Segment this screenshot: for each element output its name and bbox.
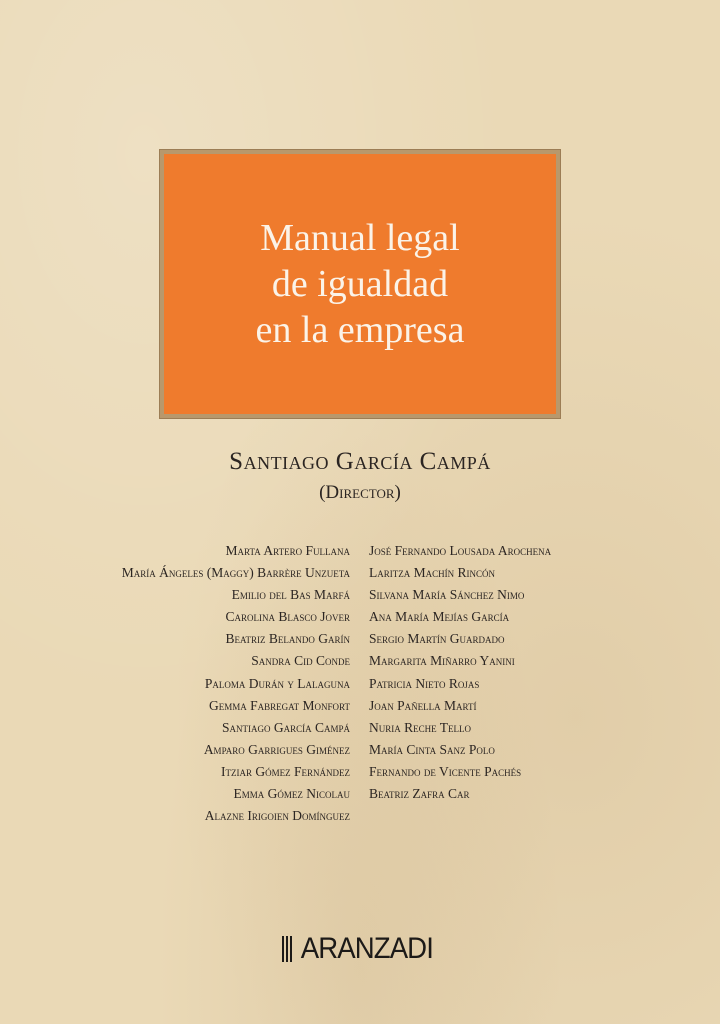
title-line-1: Manual legal xyxy=(260,217,460,259)
author-name: Alazne Irigoien Domínguez xyxy=(204,808,350,824)
author-name: Amparo Garrigues Giménez xyxy=(203,741,350,757)
authors-list-right xyxy=(369,540,551,805)
director-name: Santiago García Campá xyxy=(229,448,491,475)
title-line-2: de igualdad xyxy=(271,263,449,305)
director-role: (Director) xyxy=(319,482,401,503)
title-line-3: en la empresa xyxy=(255,309,465,351)
author-name: Sergio Martín Guardado xyxy=(369,631,505,647)
author-name: Joan Pañella Martí xyxy=(369,697,477,713)
author-name: María Cinta Sanz Polo xyxy=(369,741,495,757)
publisher-logo xyxy=(0,934,720,964)
author-name: Laritza Machín Rincón xyxy=(369,565,495,581)
author-name: Silvana María Sánchez Nimo xyxy=(369,587,525,603)
author-name: Fernando de Vicente Pachés xyxy=(369,763,522,779)
author-name: Emma Gómez Nicolau xyxy=(233,786,350,802)
author-name: José Fernando Lousada Arochena xyxy=(369,543,552,558)
author-name: Gemma Fabregat Monfort xyxy=(209,697,350,713)
author-name: Beatriz Belando Garín xyxy=(225,631,350,647)
author-name: Emilio del Bas Marfá xyxy=(231,587,350,603)
author-name: Ana María Mejías García xyxy=(369,609,510,625)
aranzadi-bars-icon xyxy=(282,936,292,962)
author-name: Beatriz Zafra Car xyxy=(369,786,470,802)
publisher-name: ARANZADI xyxy=(300,932,433,965)
author-name: Margarita Miñarro Yanini xyxy=(369,653,515,669)
author-name: Paloma Durán y Lalaguna xyxy=(204,675,350,691)
author-name: Sandra Cid Conde xyxy=(251,653,350,669)
author-name: María Ángeles (Maggy) Barrère Unzueta xyxy=(121,565,350,581)
book-title xyxy=(256,215,465,353)
author-name: Carolina Blasco Jover xyxy=(225,609,350,625)
author-name: Santiago García Campá xyxy=(221,719,350,735)
author-name: Patricia Nieto Rojas xyxy=(369,675,480,691)
author-name: Nuria Reche Tello xyxy=(369,719,471,735)
authors-list-left xyxy=(122,540,350,827)
author-name: Itziar Gómez Fernández xyxy=(221,763,350,779)
author-name: Marta Artero Fullana xyxy=(225,543,350,558)
title-box xyxy=(160,150,560,418)
